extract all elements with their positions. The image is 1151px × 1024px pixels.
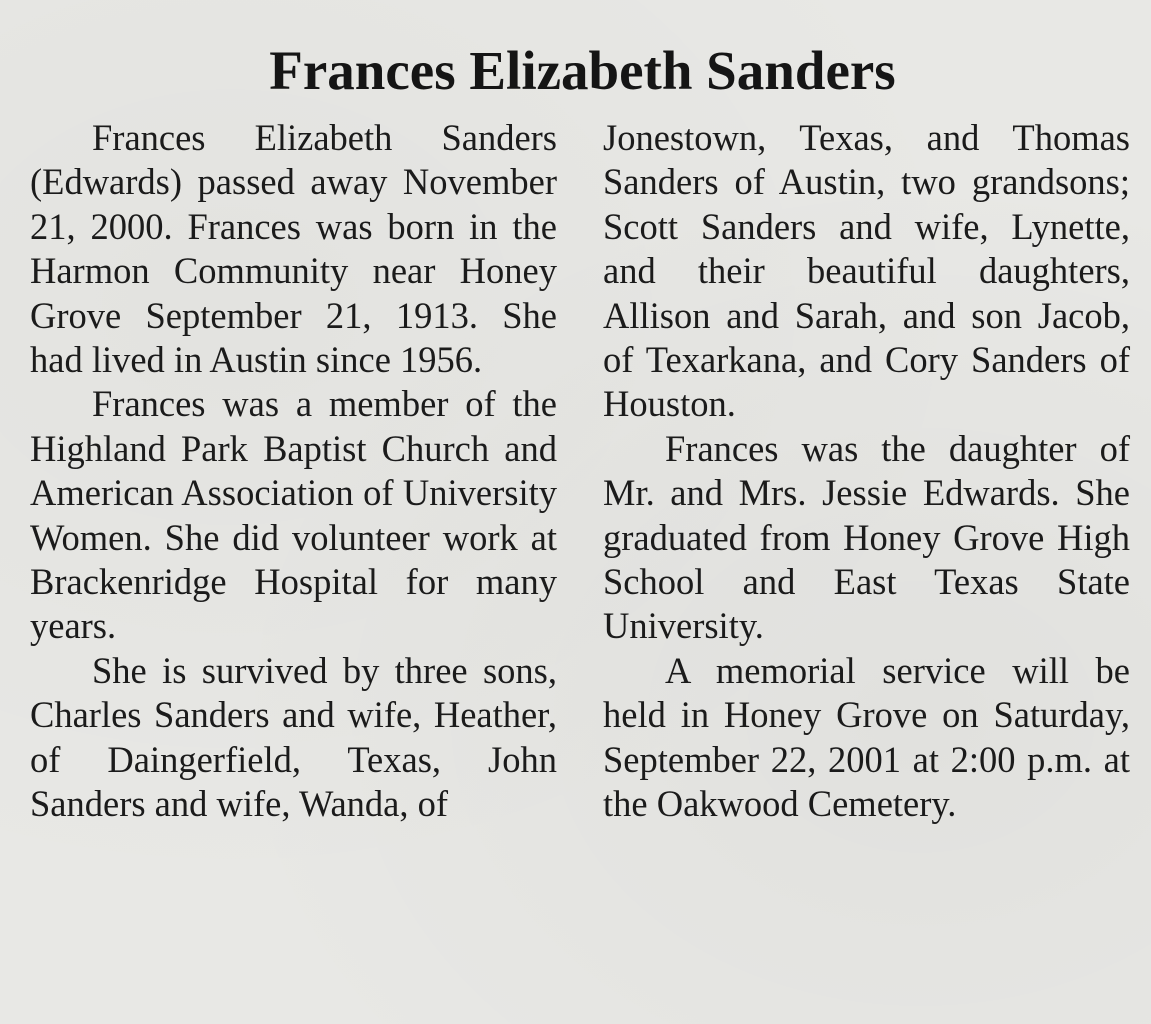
right-column	[603, 116, 1130, 827]
paragraph-survivors: She is survived by three sons, Charles Sanders and wife, Heather, of Daingerfield, Texas, John Sanders and wife, Wanda, of	[30, 649, 557, 825]
paragraph-survivors-continued: Jonestown, Texas, and Thomas Sanders of Austin, two grandsons; Scott Sanders and wife, Lynette, and their beautiful daughters, Allison and Sarah, and son Jacob, of Texarkana, and Cory Sanders of Houston.	[603, 117, 1130, 425]
paragraph-memorial-service: A memorial service will be held in Honey Grove on Saturday, September 22, 2001 at 2:00 p.m. at the Oakwood Cemetery.	[603, 649, 1130, 825]
paragraph-death-and-birth: Frances Elizabeth Sanders (Edwards) passed away November 21, 2000. Frances was born in the Harmon Community near Honey Grove September 21, 1913. She had lived in Austin since 1956.	[30, 117, 557, 381]
obituary-headline: Frances Elizabeth Sanders	[269, 40, 896, 101]
paragraph-memberships: Frances was a member of the Highland Park Baptist Church and American Association of University Women. She did volunteer work at Brackenridge Hospital for many years.	[30, 383, 557, 647]
left-column	[30, 116, 557, 827]
paragraph-parents-and-education: Frances was the daughter of Mr. and Mrs. Jessie Edwards. She graduated from Honey Grove High School and East Texas State University.	[603, 427, 1130, 647]
